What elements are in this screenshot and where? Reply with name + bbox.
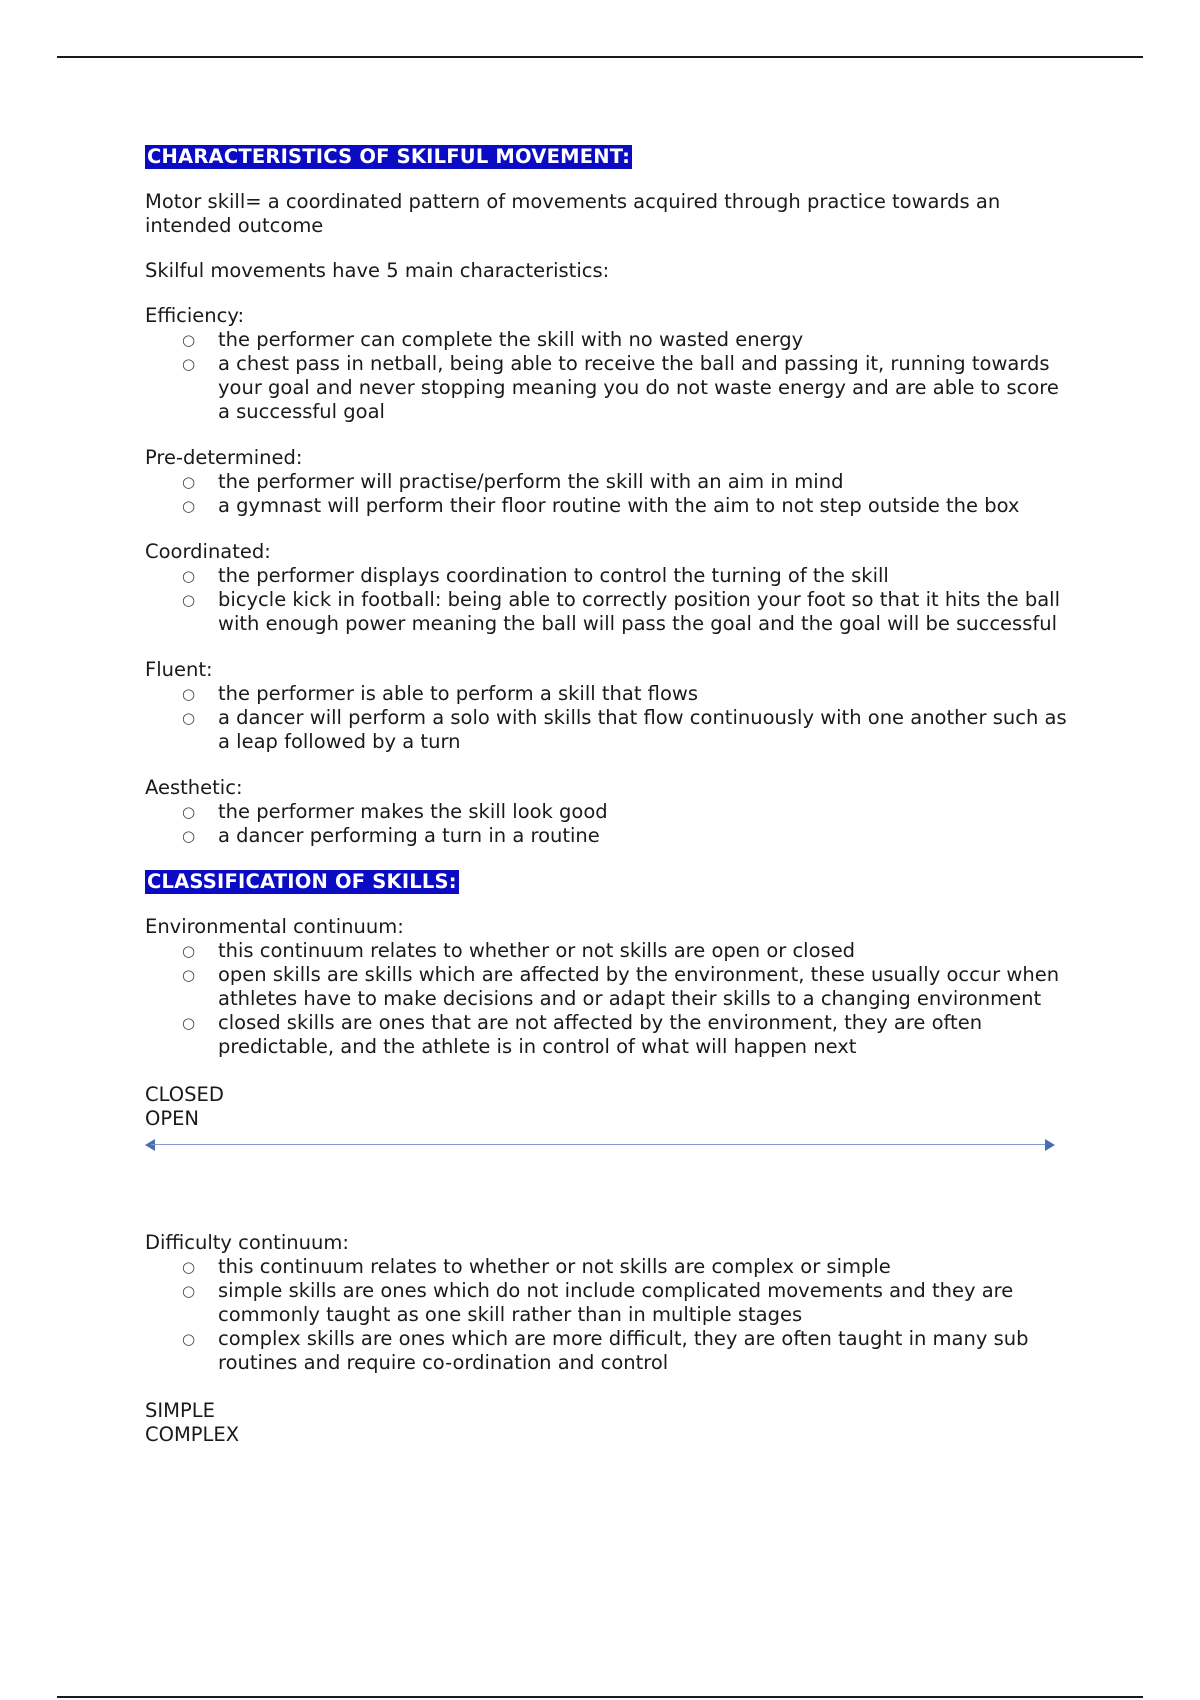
continuum-end-closed: CLOSED	[145, 1083, 224, 1106]
arrow-left-icon	[145, 1139, 155, 1151]
bullet-circle-icon: ○	[182, 591, 196, 609]
group-label-efficiency: Efficiency:	[145, 304, 245, 327]
bullet-circle-icon: ○	[182, 942, 196, 960]
footer-rule	[57, 1696, 1143, 1698]
continuum-line	[151, 1144, 1047, 1145]
environmental-continuum-arrow	[145, 1131, 1055, 1159]
heading-classification	[145, 870, 1075, 894]
list-item: ○ the performer displays coordination to control the turning of the skill	[182, 564, 889, 587]
characteristics-intro: Skilful movements have 5 main characteristics:	[145, 259, 610, 282]
bullet-list-predetermined	[145, 470, 1075, 518]
list-item: ○ simple skills are ones which do not include complicated movements and they are commonly taught as one skill rather than in multiple stages	[182, 1279, 1014, 1326]
bullet-circle-icon: ○	[182, 497, 196, 515]
list-item: ○ the performer can complete the skill with no wasted energy	[182, 328, 804, 351]
bullet-circle-icon: ○	[182, 1014, 196, 1032]
bullet-circle-icon: ○	[182, 1258, 196, 1276]
group-label-difficulty: Difficulty continuum:	[145, 1231, 349, 1254]
bullet-circle-icon: ○	[182, 355, 196, 373]
list-item: ○ this continuum relates to whether or not skills are open or closed	[182, 939, 856, 962]
document-body	[145, 145, 1075, 1447]
bullet-list-environmental	[145, 939, 1075, 1059]
bullet-circle-icon: ○	[182, 685, 196, 703]
list-item: ○ open skills are skills which are affected by the environment, these usually occur when athletes have to make decisions and or adapt their skills to a changing environment	[182, 963, 1060, 1010]
list-item: ○ complex skills are ones which are more difficult, they are often taught in many sub routines and require co-ordination and control	[182, 1327, 1029, 1374]
continuum-end-complex: COMPLEX	[145, 1423, 240, 1446]
bullet-circle-icon: ○	[182, 331, 196, 349]
bullet-circle-icon: ○	[182, 1330, 196, 1348]
arrow-right-icon	[1045, 1139, 1055, 1151]
list-item: ○ the performer makes the skill look good	[182, 800, 608, 823]
list-item: ○ a dancer performing a turn in a routine	[182, 824, 600, 847]
section-heading: CLASSIFICATION OF SKILLS:	[147, 870, 457, 893]
bullet-circle-icon: ○	[182, 709, 196, 727]
bullet-list-efficiency	[145, 328, 1075, 424]
heading-characteristics	[145, 145, 1075, 169]
bullet-list-coordinated	[145, 564, 1075, 636]
bullet-list-difficulty	[145, 1255, 1075, 1375]
bullet-circle-icon: ○	[182, 473, 196, 491]
bullet-circle-icon: ○	[182, 966, 196, 984]
header-rule	[57, 56, 1143, 58]
continuum-end-open: OPEN	[145, 1107, 200, 1130]
list-item: ○ this continuum relates to whether or not skills are complex or simple	[182, 1255, 891, 1278]
list-item: ○ the performer will practise/perform the skill with an aim in mind	[182, 470, 844, 493]
continuum-end-simple: SIMPLE	[145, 1399, 215, 1422]
bullet-circle-icon: ○	[182, 567, 196, 585]
group-label-predetermined: Pre-determined:	[145, 446, 303, 469]
list-item: ○ bicycle kick in football: being able to correctly position your foot so that it hits the ball with enough power meaning the ball will pass the goal and the goal will be successful	[182, 588, 1061, 635]
list-item: ○ a chest pass in netball, being able to receive the ball and passing it, running towards your goal and never stopping meaning you do not waste energy and are able to score a successful goal	[182, 352, 1059, 423]
list-item: ○ a dancer will perform a solo with skills that flow continuously with one another such as a leap followed by a turn	[182, 706, 1067, 753]
group-label-environmental: Environmental continuum:	[145, 915, 404, 938]
list-item: ○ the performer is able to perform a skill that flows	[182, 682, 698, 705]
section-heading: CHARACTERISTICS OF SKILFUL MOVEMENT:	[147, 145, 631, 168]
bullet-circle-icon: ○	[182, 803, 196, 821]
bullet-circle-icon: ○	[182, 827, 196, 845]
bullet-list-aesthetic	[145, 800, 1075, 848]
list-item: ○ closed skills are ones that are not affected by the environment, they are often predictable, and the athlete is in control of what will happen next	[182, 1011, 983, 1058]
motor-skill-definition: Motor skill= a coordinated pattern of movements acquired through practice towards an intended outcome	[145, 190, 1001, 237]
bullet-list-fluent	[145, 682, 1075, 754]
bullet-circle-icon: ○	[182, 1282, 196, 1300]
group-label-aesthetic: Aesthetic:	[145, 776, 243, 799]
list-item: ○ a gymnast will perform their floor routine with the aim to not step outside the box	[182, 494, 1020, 517]
group-label-coordinated: Coordinated:	[145, 540, 271, 563]
group-label-fluent: Fluent:	[145, 658, 213, 681]
